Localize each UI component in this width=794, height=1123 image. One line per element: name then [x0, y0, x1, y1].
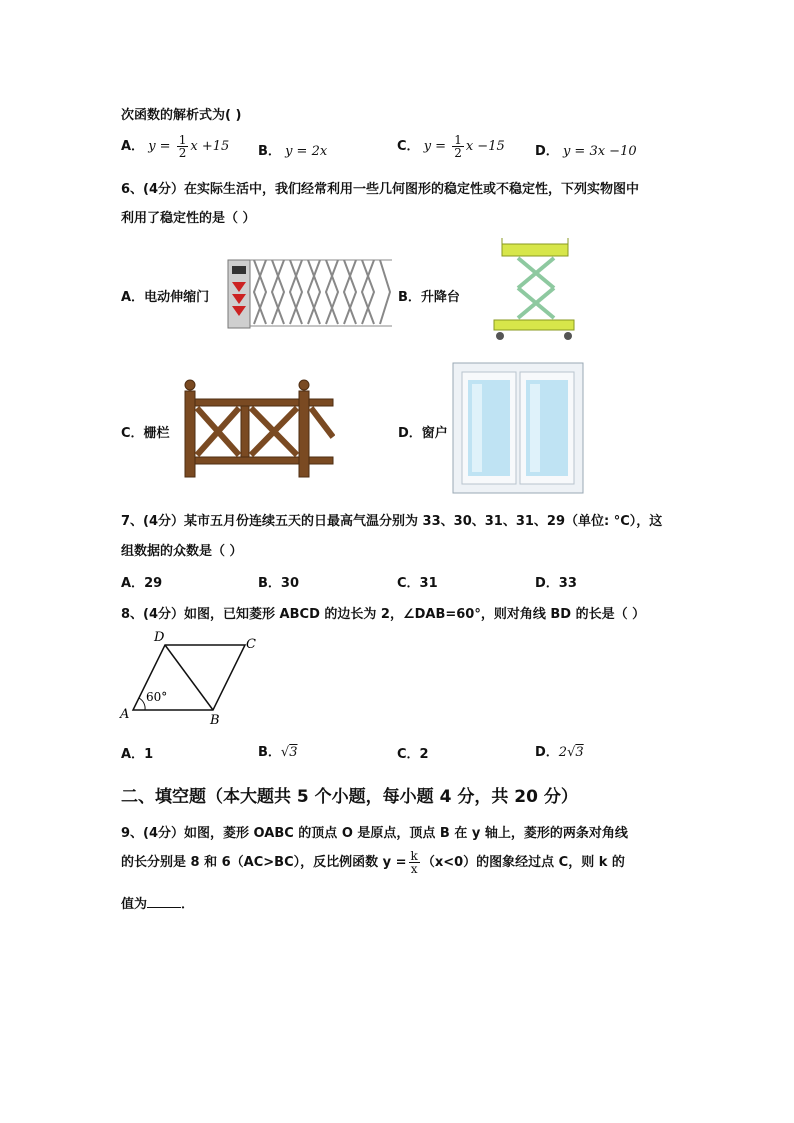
q7-line2: 组数据的众数是（ ） [121, 544, 243, 559]
fraction: $\frac{1}{2}$ [178, 133, 187, 160]
q5-stem: 次函数的解析式为( ) [121, 108, 242, 123]
fraction-k-over-x: $\frac{k}{x}$ [410, 849, 418, 876]
rhombus-figure [118, 628, 268, 726]
q6-option-d: D．窗户 [398, 426, 448, 441]
label-c: C [246, 637, 256, 652]
q8-option-a: A．1 [121, 747, 154, 762]
q5-option-a: A． y = $\frac{1}{2}$ x +15 [121, 133, 230, 160]
option-label: A． [121, 139, 145, 154]
q6-line1: 6、(4分）在实际生活中，我们经常利用一些几何图形的稳定性或不稳定性，下列实物图中 [121, 182, 640, 197]
q5-option-b: B． y = 2x [258, 144, 328, 159]
q6-option-c: C．栅栏 [121, 426, 170, 441]
q9-line3: 值为 ． [121, 897, 195, 912]
label-d: D [154, 630, 165, 645]
angle-label: 60° [146, 690, 168, 704]
q8-option-c: C．2 [397, 747, 429, 762]
q5-option-d: D． y = 3x −10 [535, 144, 637, 159]
q8-option-d: D．2√3 [535, 745, 584, 760]
q8-line1: 8、(4分）如图，已知菱形 ABCD 的边长为 2，∠DAB=60°，则对角线 BD 的长是（ ） [121, 607, 646, 622]
q9-line2: 的长分别是 8 和 6（AC>BC），反比例函数 y = $\frac{k}{x}$ （x<0）的图象经过点 C，则 k 的 [121, 849, 625, 876]
retractable-gate-image [226, 252, 394, 334]
section-title: 二、填空题（本大题共 5 个小题，每小题 4 分，共 20 分） [121, 787, 578, 807]
q7-option-a: A．29 [121, 576, 163, 591]
label-b: B [210, 713, 220, 726]
diagonal-bd [165, 645, 213, 710]
q8-option-b: B．√3 [258, 745, 298, 760]
q5-option-c: C． y = $\frac{1}{2}$ x −15 [397, 133, 505, 160]
q7-option-c: C．31 [397, 576, 438, 591]
q6-line2: 利用了稳定性的是（ ） [121, 211, 256, 226]
q6-option-b: B．升降台 [398, 290, 460, 305]
fence-image [183, 377, 335, 479]
label-a: A [120, 707, 130, 722]
window-image [452, 362, 584, 494]
q7-line1: 7、(4分）某市五月份连续五天的日最高气温分别为 33、30、31、31、29（单位: °C），这 [121, 514, 663, 529]
q6-option-a: A．电动伸缩门 [121, 290, 210, 305]
q9-line1: 9、(4分）如图，菱形 OABC 的顶点 O 是原点，顶点 B 在 y 轴上，菱形的两条对角线 [121, 826, 628, 841]
q7-option-b: B．30 [258, 576, 300, 591]
q7-option-d: D．33 [535, 576, 577, 591]
answer-blank[interactable] [147, 895, 181, 908]
lift-platform-image [488, 238, 578, 344]
fraction: $\frac{1}{2}$ [454, 133, 462, 160]
